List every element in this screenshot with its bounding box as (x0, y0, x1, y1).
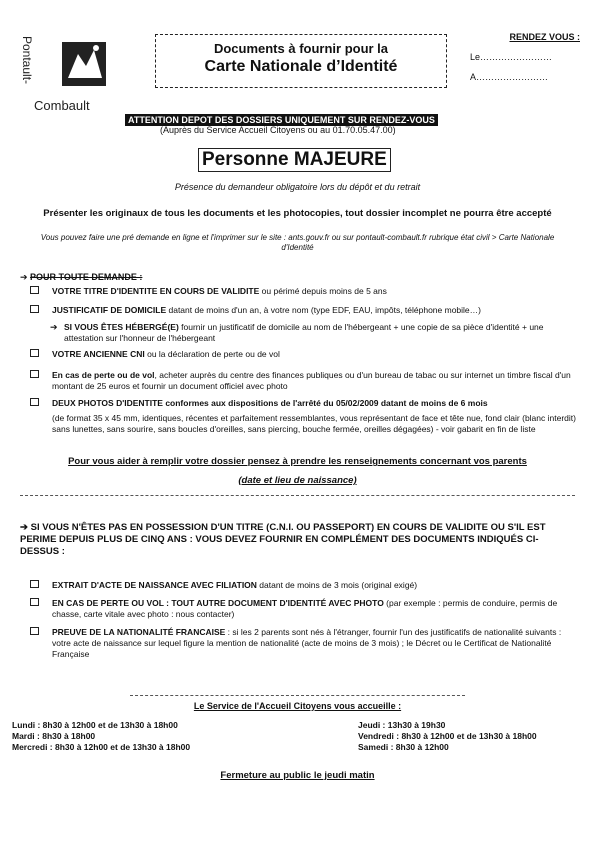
hours-left-column (12, 720, 312, 753)
hours-wednesday: Mercredi : 8h30 à 12h00 et de 13h30 à 18h00 (12, 742, 191, 752)
document-title-box (155, 34, 447, 88)
checkbox-icon (30, 349, 39, 360)
no-valid-id-section: ➔ SI VOUS N'ÊTES PAS EN POSSESSION D'UN TITRE (C.N.I. OU PASSEPORT) EN COURS DE VALIDITE OU S'IL EST PERIME DEPUIS PLUS DE CINQ ANS : VOUS DEVEZ FOURNIR EN COMPLÉMENT DES DOCUMENTS INDIQUÉS CI-DESSUS : (20, 522, 546, 557)
checkbox-icon (30, 598, 39, 609)
person-category-title: Personne MAJEURE (198, 148, 391, 172)
logo-vertical-text: Pontault- (20, 36, 34, 85)
online-predemand-notice: Vous pouvez faire une pré demande en ligne et l'imprimer sur le site : ants.gouv.fr ou sur pontault-combault.fr rubrique état civil > Carte Nationale d'Identité (40, 233, 555, 252)
checkbox-icon (30, 370, 39, 381)
list-item: VOTRE TITRE D'IDENTITE EN COURS DE VALIDITE ou périmé depuis moins de 5 ans (30, 286, 580, 297)
logo-name: Combault (34, 98, 90, 113)
list-item: JUSTIFICATIF DE DOMICILE datant de moins d'un an, à votre nom (type EDF, EAU, impôts, téléphone mobile…) (30, 305, 580, 316)
presence-notice: Présence du demandeur obligatoire lors du dépôt et du retrait (174, 182, 421, 192)
closing-notice: Fermeture au public le jeudi matin (220, 770, 375, 781)
hours-thursday: Jeudi : 13h30 à 19h30 (358, 720, 446, 730)
arrow-icon: ➔ (50, 322, 58, 332)
parents-info-notice: Pour vous aider à remplir votre dossier pensez à prendre les renseignements concernant vos parents (68, 456, 527, 467)
logo-emblem-icon (56, 36, 112, 92)
rendezvous-time-field: A…………………… (470, 72, 549, 82)
rendezvous-title: RENDEZ VOUS : (509, 32, 580, 42)
list-item: PREUVE DE LA NATIONALITÉ FRANCAISE : si les 2 parents sont nés à l'étranger, fournir l'un des justificatifs de nationalité suivants : votre acte de naissance sur lequel figure la mention de nationalité (acte de moins de 3 mois) ; le Décret ou le Certificat de Nationalité Française (30, 627, 580, 660)
photo-format-note: (de format 35 x 45 mm, identiques, récentes et parfaitement ressemblantes, vous représentant de face et tête nue, fond clair (blanc interdit) sans lunettes, sans sourire, sans boucles d'oreilles, sans piercing, bouche fermée, oreilles dégagées) - voir gabarit en fin de liste (52, 413, 576, 434)
arrow-icon: ➔ (20, 522, 31, 533)
arrow-icon: ➔ (20, 272, 31, 282)
originals-notice: Présenter les originaux de tous les documents et les photocopies, tout dossier incomplet ne pourra être accepté (43, 208, 552, 219)
hours-title: Le Service de l'Accueil Citoyens vous accueille : (193, 701, 402, 711)
checkbox-icon (30, 305, 39, 316)
rendezvous-date-field: Le…………………… (470, 52, 553, 62)
hours-monday: Lundi : 8h30 à 12h00 et de 13h30 à 18h00 (12, 720, 178, 730)
list-item: En cas de perte ou de vol, acheter auprès du centre des finances publiques ou d'un bureau de tabac ou sur internet un timbre fiscal d'un montant de 25 euros et fournir un document officiel avec photo (30, 370, 580, 392)
city-logo (18, 28, 126, 120)
checkbox-icon (30, 398, 39, 409)
checkbox-icon (30, 580, 39, 591)
checkbox-icon (30, 286, 39, 297)
rendezvous-block (470, 32, 580, 82)
hours-tuesday: Mardi : 8h30 à 18h00 (12, 731, 96, 741)
hours-saturday: Samedi : 8h30 à 12h00 (358, 742, 449, 752)
list-item: EXTRAIT D'ACTE DE NAISSANCE AVEC FILIATION datant de moins de 3 mois (original exigé) (30, 580, 580, 591)
checkbox-icon (30, 627, 39, 638)
list-item: DEUX PHOTOS D'IDENTITE conformes aux dispositions de l'arrêté du 05/02/2009 datant de moins de 6 mois (30, 398, 580, 409)
hours-divider (130, 695, 465, 696)
all-requests-section-title: ➔ POUR TOUTE DEMANDE : (20, 272, 143, 282)
attention-subtext: (Auprès du Service Accueil Citoyens ou au 01.70.05.47.00) (160, 125, 396, 135)
hours-right-column (358, 720, 588, 753)
list-item: EN CAS DE PERTE OU VOL : TOUT AUTRE DOCUMENT D'IDENTITÉ AVEC PHOTO (par exemple : permis de conduire, permis de chasse, carte vitale avec photo : nous contacter) (30, 598, 580, 620)
attention-banner: ATTENTION DEPOT DES DOSSIERS UNIQUEMENT SUR RENDEZ-VOUS (125, 114, 438, 126)
title-line-1: Documents à fournir pour la (213, 41, 389, 56)
list-item: ➔ SI VOUS ÊTES HÉBERGÉ(E) fournir un justificatif de domicile au nom de l'hébergeant + une copie de sa pièce d'identité + une attestation sur l'honneur de l'hébergeant (50, 322, 544, 343)
section-divider (20, 495, 575, 496)
title-line-2: Carte Nationale d’Identité (204, 58, 398, 75)
parents-info-detail: (date et lieu de naissance) (238, 475, 357, 486)
list-item: VOTRE ANCIENNE CNI ou la déclaration de perte ou de vol (30, 349, 580, 360)
hours-friday: Vendredi : 8h30 à 12h00 et de 13h30 à 18h00 (358, 731, 537, 741)
